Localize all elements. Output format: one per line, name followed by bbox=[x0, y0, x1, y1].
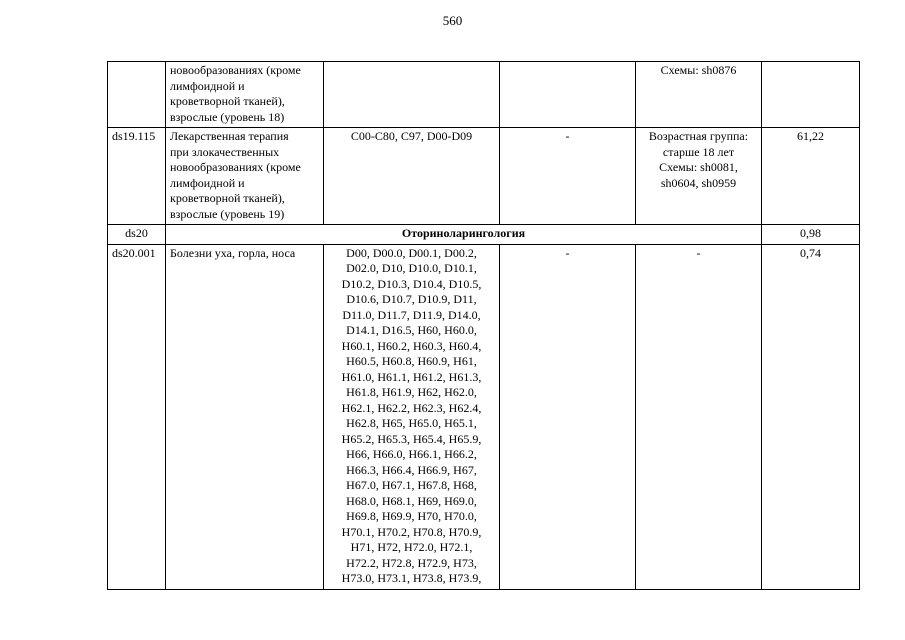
criteria-line: старше 18 лет bbox=[662, 144, 735, 159]
criteria-line: Возрастная группа: bbox=[648, 129, 749, 143]
icd-line: H61.0, H61.1, H61.2, H61.3, bbox=[341, 369, 482, 384]
icd-line: H61.8, H61.9, H62, H62.0, bbox=[346, 385, 477, 399]
name-line: лимфоидной и bbox=[170, 175, 245, 190]
table-row bbox=[108, 128, 860, 225]
row-extra-cell bbox=[500, 62, 636, 128]
icd-line: D10.2, D10.3, D10.4, D10.5, bbox=[341, 276, 482, 291]
name-line: лимфоидной и bbox=[170, 78, 245, 93]
row-code-cell: ds20.001 bbox=[108, 244, 166, 589]
name-line: новообразованиях (кроме bbox=[170, 160, 301, 174]
icd-line: H71, H72, H72.0, H72.1, bbox=[350, 540, 473, 554]
section-coef-cell: 0,98 bbox=[762, 225, 860, 245]
row-icd-cell bbox=[324, 244, 500, 589]
icd-line: D10.6, D10.7, D10.9, D11, bbox=[346, 292, 477, 306]
name-line: новообразованиях (кроме bbox=[170, 63, 301, 77]
icd-line: H66.3, H66.4, H66.9, H67, bbox=[346, 462, 477, 477]
row-criteria-cell: - bbox=[636, 244, 762, 589]
page-number: 560 bbox=[442, 13, 463, 28]
criteria-line: Схемы: sh0876 bbox=[660, 63, 737, 77]
icd-line: D14.1, D16.5, H60, H60.0, bbox=[346, 323, 477, 337]
row-name-cell: Болезни уха, горла, носа bbox=[166, 244, 324, 589]
row-code-cell: ds19.115 bbox=[108, 128, 166, 225]
table-row bbox=[108, 62, 860, 128]
icd-line: D02.0, D10, D10.0, D10.1, bbox=[346, 261, 477, 275]
section-row bbox=[108, 225, 860, 245]
row-extra-cell: - bbox=[500, 244, 636, 589]
section-code-cell: ds20 bbox=[108, 225, 166, 245]
name-line: кроветворной тканей), bbox=[170, 94, 285, 108]
row-coef-cell: 0,74 bbox=[762, 244, 860, 589]
icd-line: H72.2, H72.8, H72.9, H73, bbox=[346, 555, 477, 570]
name-line: взрослые (уровень 18) bbox=[170, 109, 285, 124]
criteria-line: sh0604, sh0959 bbox=[660, 175, 737, 190]
row-criteria-cell bbox=[636, 128, 762, 225]
tariff-table bbox=[107, 61, 860, 590]
table-row bbox=[108, 244, 860, 589]
section-title: Оториноларингология bbox=[166, 225, 762, 245]
row-icd-cell: C00-C80, C97, D00-D09 bbox=[324, 128, 500, 225]
name-line: кроветворной тканей), bbox=[170, 191, 285, 205]
icd-line: H60.1, H60.2, H60.3, H60.4, bbox=[341, 338, 482, 353]
row-icd-cell bbox=[324, 62, 500, 128]
icd-line: D00, D00.0, D00.1, D00.2, bbox=[346, 245, 477, 260]
row-name-cell bbox=[166, 128, 324, 225]
row-name-cell bbox=[166, 62, 324, 128]
row-coef-cell bbox=[762, 62, 860, 128]
name-line: при злокачественных bbox=[170, 144, 280, 159]
name-line: взрослые (уровень 19) bbox=[170, 206, 285, 221]
icd-line: H60.5, H60.8, H60.9, H61, bbox=[346, 354, 477, 368]
icd-line: H66, H66.0, H66.1, H66.2, bbox=[346, 447, 477, 461]
row-criteria-cell bbox=[636, 62, 762, 128]
row-coef-cell: 61,22 bbox=[762, 128, 860, 225]
icd-line: H65.2, H65.3, H65.4, H65.9, bbox=[341, 431, 482, 446]
icd-line: H62.8, H65, H65.0, H65.1, bbox=[346, 416, 477, 430]
icd-line: H70.1, H70.2, H70.8, H70.9, bbox=[341, 524, 482, 539]
row-code-cell bbox=[108, 62, 166, 128]
icd-line: D11.0, D11.7, D11.9, D14.0, bbox=[342, 307, 481, 322]
icd-line: H73.0, H73.1, H73.8, H73.9, bbox=[341, 571, 482, 585]
criteria-line: Схемы: sh0081, bbox=[659, 160, 738, 174]
icd-line: H69.8, H69.9, H70, H70.0, bbox=[346, 509, 477, 523]
row-extra-cell: - bbox=[500, 128, 636, 225]
icd-line: H68.0, H68.1, H69, H69.0, bbox=[346, 493, 477, 508]
name-line: Лекарственная терапия bbox=[170, 129, 289, 143]
icd-line: H67.0, H67.1, H67.8, H68, bbox=[346, 478, 477, 492]
icd-line: H62.1, H62.2, H62.3, H62.4, bbox=[341, 400, 482, 415]
